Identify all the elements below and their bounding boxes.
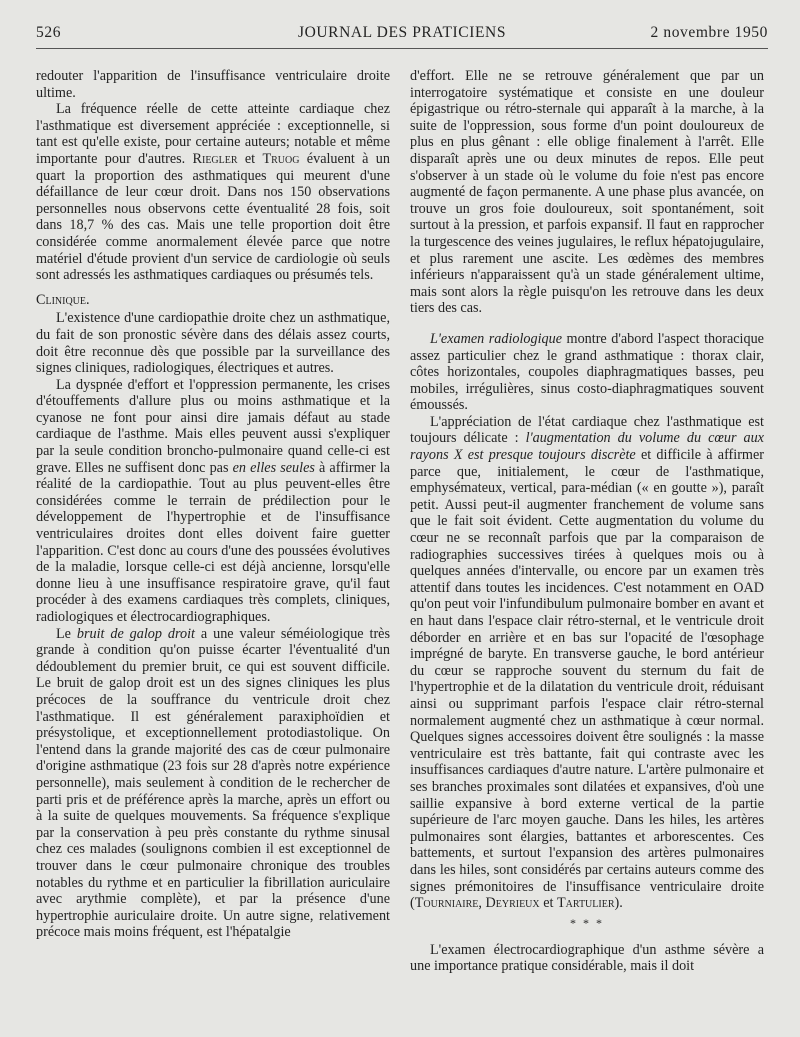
- emphasis: en elles seules: [232, 459, 315, 476]
- paragraph: La dyspnée d'effort et l'oppression permanente, les crises d'étouffements d'allure plus ou moins asthmatique et la cyanose ne font pour ainsi dire jamais défaut au stade cardiaque de l'asthme. Mais elles peuvent aussi s'expliquer par la seule condition broncho-pulmonaire quand celle-ci est grave. Elles ne suffisent donc pas en elles seules à affirmer la réalité de la cardiopathie. Tout au plus peuvent-elles être considérées comme le terrain de prédilection pour le développement de l'hypertrophie et de l'insuffisance ventriculaires droites dont elles doivent faire guetter l'apparition. C'est donc au cours d'une des poussées évolutives de la maladie, lorsque celle-ci est déjà ancienne, lorsqu'elle donne lieu à une insuffisance respiratoire grave, qu'il faut procéder à des examens cardiaques très complets, cliniques, radiologiques et électrocardiographiques.: [36, 376, 391, 625]
- author-name: Tartulier: [556, 895, 615, 912]
- author-name: Truog: [262, 150, 300, 167]
- paragraph: d'effort. Elle ne se retrouve généralement que par un interrogatoire systématique et consiste en une douleur épigastrique ou rétro-sternale qui apparaît à la marche, à la suite de l'oppression, sous forme d'un point douloureux de plus en plus gênant : elle oblige finalement à l'arrêt. Elle disparaît après une ou deux minutes de repos. Elle peut s'observer à un stade où le volume du foie n'est pas encore augmenté de façon permanente. A une phase plus avancée, on trouve un gros foie douloureux, soit spontanément, soit surtout à la pression, et parfois expansif. Il faut en rapprocher la turgescence des veines jugulaires, le reflux hépatojugulaire, et plus rarement une ascite. Les œdèmes des membres inférieurs n'apparaissent qu'à un stade généralement ultime, mais sont alors la règle puisqu'on les retrouve dans les deux tiers des cas.: [410, 68, 764, 317]
- author-name: Tourniaire: [414, 895, 479, 912]
- paragraph: redouter l'apparition de l'insuffisance ventriculaire droite ultime.: [36, 68, 390, 101]
- issue-date: 2 novembre 1950: [650, 24, 768, 41]
- paragraph: La fréquence réelle de cette atteinte cardiaque chez l'asthmatique est diversement appréciée : exceptionnelle, si tant est qu'elle existe, pour certaine auteurs; notable et même importante pour d'autres. Riegler et Truog évaluent à un quart la proportion des asthmatiques qui meurent d'une défaillance de leur cœur droit. Dans nos 150 observations personnelles nous observons cette éventualité 28 fois, soit dans 18,7 % des cas. Mais une telle proportion doit être considérée comme anormalement élevée parce que notre matériel d'étude provient d'un service de cardiologie où seuls sont adressés les asthmatiques cardiaques ou présumés tels.: [36, 101, 390, 284]
- section-separator: * * *: [570, 915, 604, 930]
- author-name: Deyrieux: [485, 895, 540, 912]
- page-header: [36, 24, 768, 46]
- header-rule: [36, 48, 768, 49]
- emphasis: bruit de galop droit: [76, 625, 195, 642]
- paragraph: L'existence d'une cardiopathie droite chez un asthmatique, du fait de son pronostic sévère dans des délais assez courts, doit être reconnue dès que possible par la surveillance des signes cliniques, radiologiques, électriques et autres.: [36, 310, 390, 377]
- section-heading: Clinique.: [36, 291, 90, 308]
- right-column: [410, 68, 764, 975]
- paragraph: L'examen électrocardiographique d'un asthme sévère a une importance pratique considérable, mais il doit: [410, 941, 764, 975]
- left-column: [36, 68, 390, 941]
- paragraph: L'appréciation de l'état cardiaque chez l'asthmatique est toujours délicate : l'augmentation du volume du cœur aux rayons X est presque toujours discrète et difficile à affirmer parce que, initialement, le cœur de l'asthmatique, emphysémateux, vertical, para-médian (« en goutte »), paraît petit. Aussi peut-il augmenter franchement de volume sans que le fait soit évident. Cette augmentation du volume du cœur ne se reconnaît parfois que par la comparaison de radiographies successives tirées à quelques mois ou à quelques années d'intervalle, ou encore par un examen très attentif dans toutes les incidences. C'est notamment en OAD qu'on peut voir l'infundibulum pulmonaire bomber en avant et en haut dans l'espace clair rétro-sternal, et le ventricule droit déborder en arrière et en bas sur l'opacité de l'œsophage imprégné de baryte. En transverse gauche, le bord antérieur du cœur se rapproche souvent du sternum du fait de l'hypertrophie et de la dilatation du ventricule droit, réduisant ainsi ou supprimant parfois l'espace clair rétro-sternal normalement augmenté chez un asthmatique à cœur normal. Quelques signes accessoires doivent être soulignés : la masse ventriculaire est très battante, fait qui contraste avec les insuffisances cardiaques d'autre nature. L'artère pulmonaire et ses branches proximales sont dilatées et expansives, d'où une saillie expansive à bord externe vertical de la partie supérieure de l'arc moyen gauche. Dans les hiles, les artères pulmonaires sont élargies, battantes et arborescentes. Ces battements, et surtout l'expansion des artères pulmonaires dans les hiles, sont considérés par certains auteurs comme des signes prémonitoires de l'insuffisance ventriculaire droite (Tourniaire, Deyrieux et Tartulier).: [410, 413, 764, 912]
- journal-title: JOURNAL DES PRATICIENS: [297, 24, 507, 41]
- emphasis: L'examen radiologique: [430, 330, 563, 347]
- paragraph: L'examen radiologique montre d'abord l'aspect thoracique assez particulier chez le grand asthmatique : thorax clair, côtes horizontales, coupoles diaphragmatiques basses, peu mobiles, irrégulières, sinus costo-diaphragmatiques souvent émoussés.: [410, 330, 764, 414]
- paragraph: Le bruit de galop droit a une valeur séméiologique très grande à condition qu'on puisse écarter l'éventualité d'un dédoublement du premier bruit, ce qui est souvent difficile. Le bruit de galop droit est un des signes cliniques les plus précoces de la souffrance du ventricule droit chez l'asthmatique. Il est généralement paraxiphoïdien et présystolique, et exceptionnellement protodiastolique. On l'entend dans la grande majorité des cas de cœur pulmonaire d'origine asthmatique (23 fois sur 28 d'après notre expérience personnelle), mais seulement à condition de le rechercher de parti pris et de préférence après la marche, après un effort ou à la suite de quelques mouvements. Sa fréquence s'explique par la conservation à peu près constante du rythme sinusal chez ces malades (soulignons combien il est exceptionnel de trouver dans le cœur pulmonaire chronique des troubles notables du rythme et en particulier la fibrillation auriculaire avec arythmie complète), et par la présence d'une hypertrophie auriculaire droite. Un autre signe, relativement précoce mais moins fréquent, est l'hépatalgie: [36, 625, 390, 941]
- page-number: 526: [36, 24, 62, 41]
- emphasis: l'augmentation du volume du cœur aux rayons X est presque toujours discrète: [410, 430, 764, 464]
- author-name: Riegler: [192, 150, 238, 167]
